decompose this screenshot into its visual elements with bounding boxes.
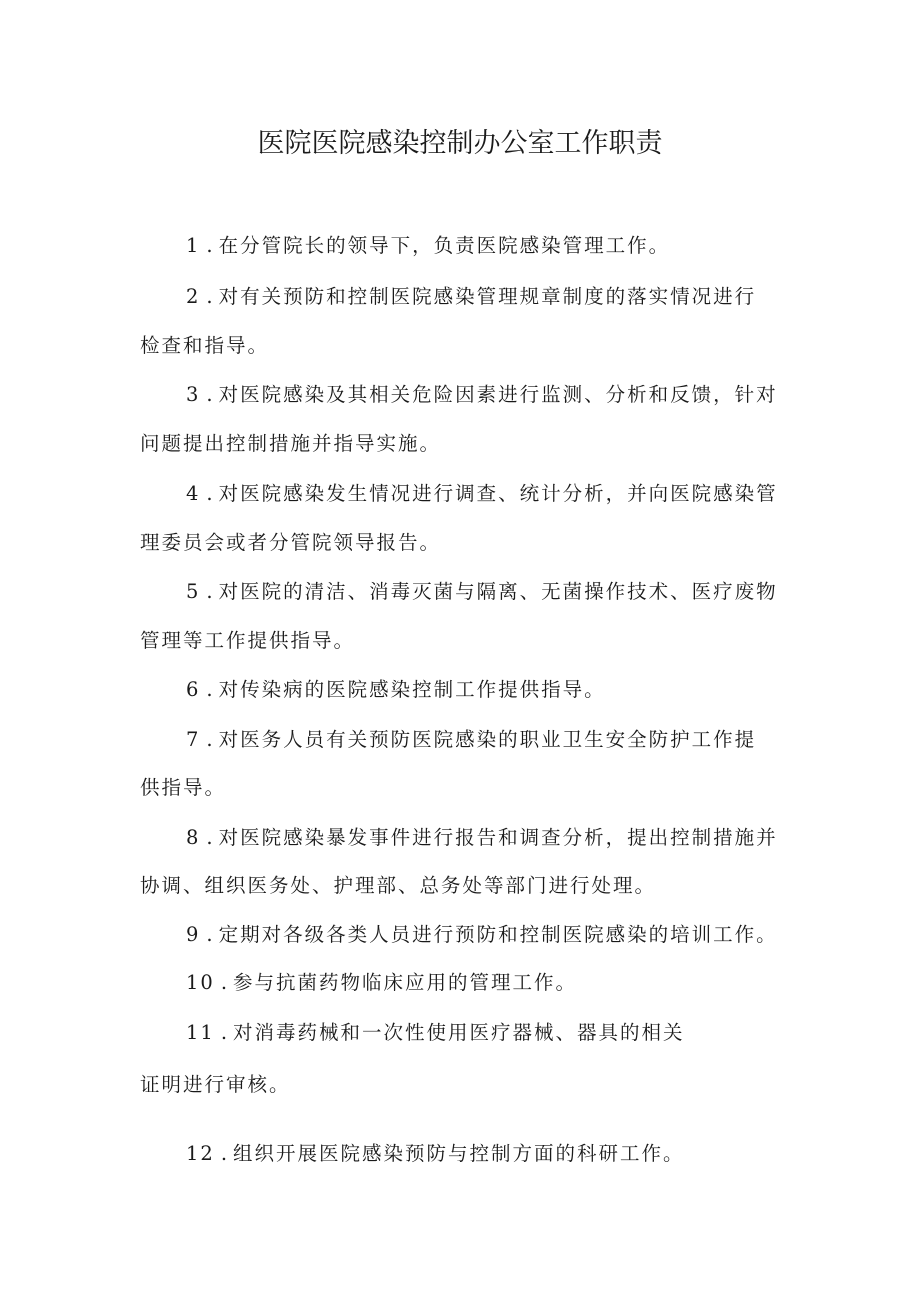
item-9-line1: 9 . 定期对各级各类人员进行预防和控制医院感染的培训工作。 xyxy=(186,920,778,950)
item-7-number: 7 xyxy=(186,728,201,751)
item-3-number: 3 xyxy=(186,383,201,406)
item-12-line1: 12 . 组织开展医院感染预防与控制方面的科研工作。 xyxy=(186,1139,685,1169)
item-10-text: 参与抗菌药物临床应用的管理工作。 xyxy=(233,971,578,994)
item-10-line1: 10 . 参与抗菌药物临床应用的管理工作。 xyxy=(186,968,577,998)
item-11-text: 对消毒药械和一次性使用医疗器械、器具的相关 xyxy=(233,1021,685,1044)
item-12-text: 组织开展医院感染预防与控制方面的科研工作。 xyxy=(233,1142,685,1165)
item-5-line1: 5 . 对医院的清洁、消毒灭菌与隔离、无菌操作技术、医疗废物 xyxy=(186,577,778,607)
item-7-line1: 7 . 对医务人员有关预防医院感染的职业卫生安全防护工作提 xyxy=(186,725,756,755)
item-10-number: 10 xyxy=(186,971,215,994)
item-5-number: 5 xyxy=(186,580,201,603)
item-2-number: 2 xyxy=(186,285,201,308)
item-3-text: 对医院感染及其相关危险因素进行监测、分析和反馈，针对 xyxy=(218,383,778,406)
item-4-line2: 理委员会或者分管院领导报告。 xyxy=(140,531,442,554)
item-11-line2: 证明进行审核。 xyxy=(140,1073,291,1096)
item-1-number: 1 xyxy=(186,234,201,257)
page-title: 医院医院感染控制办公室工作职责 xyxy=(257,128,663,159)
item-2-text: 对有关预防和控制医院感染管理规章制度的落实情况进行 xyxy=(218,285,757,308)
item-5-text: 对医院的清洁、消毒灭菌与隔离、无菌操作技术、医疗废物 xyxy=(218,580,778,603)
item-11-number: 11 xyxy=(186,1021,215,1044)
item-6-number: 6 xyxy=(186,678,201,701)
item-3-line1: 3 . 对医院感染及其相关危险因素进行监测、分析和反馈，针对 xyxy=(186,380,778,410)
item-6-text: 对传染病的医院感染控制工作提供指导。 xyxy=(218,678,606,701)
item-7-text: 对医务人员有关预防医院感染的职业卫生安全防护工作提 xyxy=(218,728,757,751)
item-8-number: 8 xyxy=(186,826,201,849)
item-8-line2: 协调、组织医务处、护理部、总务处等部门进行处理。 xyxy=(140,874,657,897)
item-4-number: 4 xyxy=(186,482,201,505)
item-9-number: 9 xyxy=(186,923,201,946)
item-2-line1: 2 . 对有关预防和控制医院感染管理规章制度的落实情况进行 xyxy=(186,282,756,312)
item-1-text: 在分管院长的领导下，负责医院感染管理工作。 xyxy=(218,234,671,257)
item-12-number: 12 xyxy=(186,1142,215,1165)
item-1-line1: 1 . 在分管院长的领导下，负责医院感染管理工作。 xyxy=(186,231,670,261)
item-11-line1: 11 . 对消毒药械和一次性使用医疗器械、器具的相关 xyxy=(186,1018,685,1048)
item-4-line1: 4 . 对医院感染发生情况进行调查、统计分析，并向医院感染管 xyxy=(186,479,778,509)
item-3-line2: 问题提出控制措施并指导实施。 xyxy=(140,432,442,455)
item-2-line2: 检查和指导。 xyxy=(140,334,270,357)
item-4-text: 对医院感染发生情况进行调查、统计分析，并向医院感染管 xyxy=(218,482,778,505)
item-8-text: 对医院感染暴发事件进行报告和调查分析，提出控制措施并 xyxy=(218,826,778,849)
item-6-line1: 6 . 对传染病的医院感染控制工作提供指导。 xyxy=(186,675,606,705)
item-5-line2: 管理等工作提供指导。 xyxy=(140,629,356,652)
item-9-text: 定期对各级各类人员进行预防和控制医院感染的培训工作。 xyxy=(218,923,778,946)
item-7-line2: 供指导。 xyxy=(140,776,227,799)
item-8-line1: 8 . 对医院感染暴发事件进行报告和调查分析，提出控制措施并 xyxy=(186,823,778,853)
